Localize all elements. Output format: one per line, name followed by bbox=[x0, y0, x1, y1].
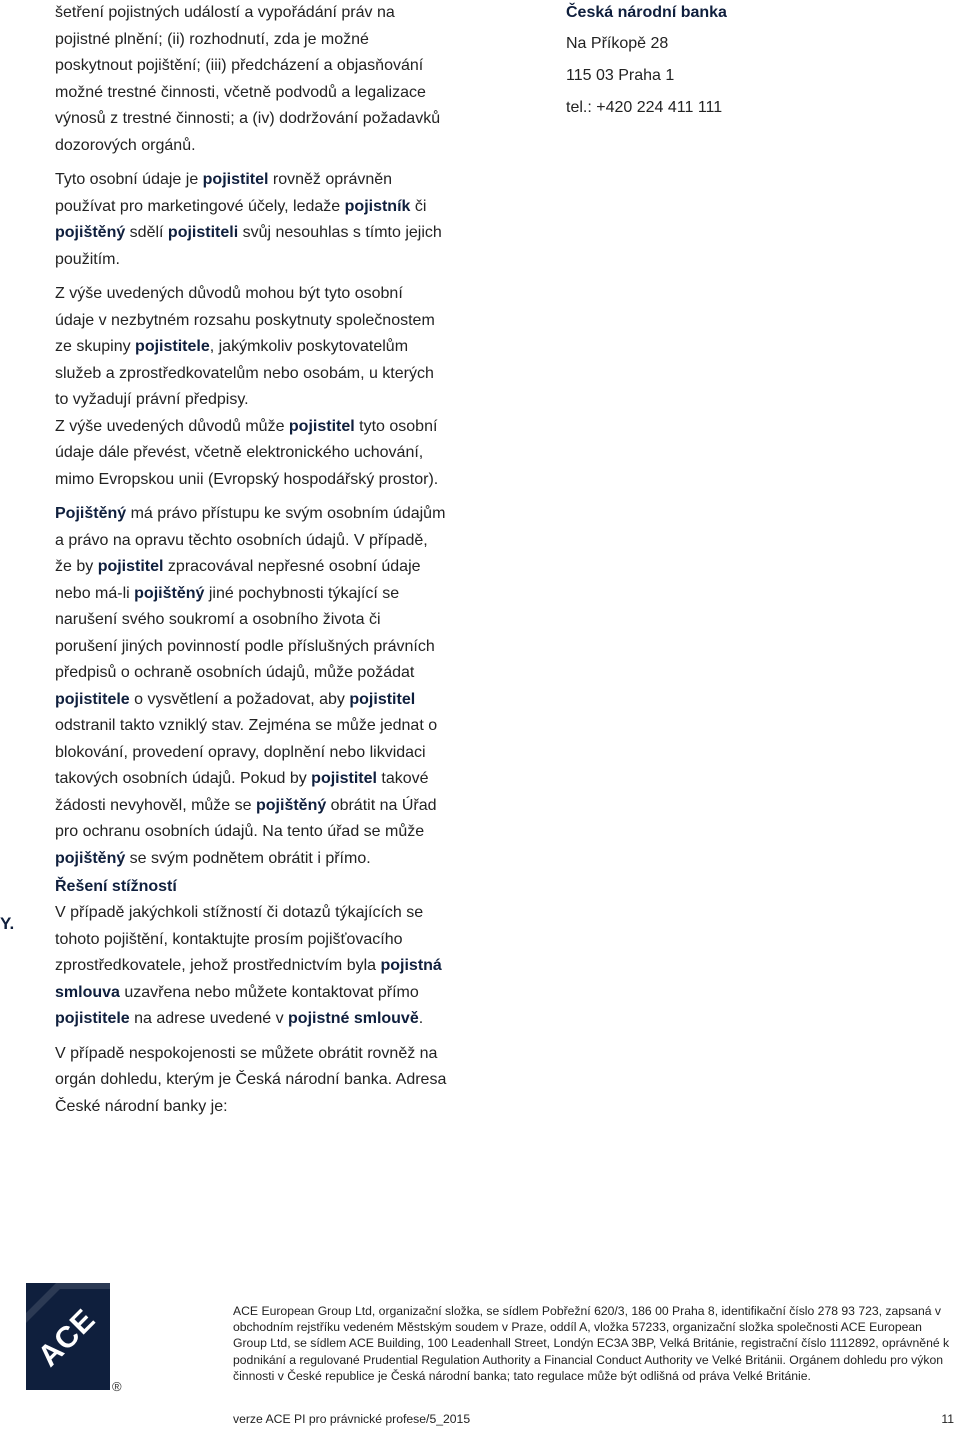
section-y-para1: V případě jakýchkoli stížností či dotazů týkajících se tohoto pojištění, kontaktujte prosím pojišťovacího zprostředkovatele, jehož prostřednictvím byla pojistná smlouva uzavřena nebo můžete kontaktovat přímo pojistitele na adrese uvedené v pojistné smlouvě. bbox=[55, 904, 442, 1027]
para-processing-purposes: šetření pojistných událostí a vypořádání práv na pojistné plnění; (ii) rozhodnutí, zda je možné poskytnout pojištění; (iii) předcházení a objasňování možné trestné činnosti, včetně podvodů a legalizace výnosů z trestné činnosti; a (iv) dodržování požadavků dozorových orgánů. bbox=[55, 4, 441, 154]
footer-version: verze ACE PI pro právnické profese/5_2015 bbox=[233, 1412, 471, 1426]
cnb-phone: tel.: +420 224 411 111 bbox=[566, 99, 723, 116]
para-data-sharing: Z výše uvedených důvodů mohou být tyto osobní údaje v nezbytném rozsahu poskytnuty společnostem ze skupiny pojistitele, jakýmkoliv poskytovatelům služeb a zprostředkovatelům nebo osobám, u kterých to vyžadují právní předpisy. bbox=[55, 285, 435, 408]
section-y-para2: V případě nespokojenosti se můžete obrátit rovněž na orgán dohledu, kterým je Česká národní banka. Adresa České národní banky je: bbox=[55, 1044, 447, 1115]
section-y-title: Řešení stížností bbox=[55, 878, 177, 895]
footer-legal-text: ACE European Group Ltd, organizační složka, se sídlem Pobřežní 620/3, 186 00 Praha 8, identifikační číslo 278 93 723, zapsaná v obchodním rejstříku vedeném Městským soudem v Praze, oddíl A, vložka 57233, organizační složka společnosti ACE European Group Ltd, se sídlem ACE Building, 100 Leadenhall Street, Londýn EC3A 3BP, Velká Británie, registrační číslo 1112892, oprávněné k podnikání a regulované Prudential Regulation Authority a Financial Conduct Authority ve Velké Británii. Orgánem dohledu pro výkon činnosti v České republice je Česká národní banka; tato regulace může být odlišná od práva Velké Británie. bbox=[233, 1304, 950, 1383]
para-access-rights: Pojištěný má právo přístupu ke svým osobním údajům a právo na opravu těchto osobních údajů. V případě, že by pojistitel zpracovával nepřesné osobní údaje nebo má-li pojištěný jiné pochybnosti týkající se narušení svého soukromí a osobního života či porušení jiných povinností podle příslušných právních předpisů o ochraně osobních údajů, může požádat pojistitele o vysvětlení a požadovat, aby pojistitel odstranil takto vzniklý stav. Zejména se může jednat o blokování, provedení opravy, doplnění nebo likvidaci takových osobních údajů. Pokud by pojistitel takové žádosti nevyhověl, může se pojištěný obrátit na Úřad pro ochranu osobních údajů. Na tento úřad se může pojištěný se svým podnětem obrátit i přímo. bbox=[55, 505, 446, 867]
para-marketing: Tyto osobní údaje je pojistitel rovněž oprávněn používat pro marketingové účely, ledaže pojistník či pojištěný sdělí pojistiteli svůj nesouhlas s tímto jejich použitím. bbox=[55, 171, 442, 268]
ace-logo bbox=[26, 1283, 110, 1390]
cnb-street: Na Příkopě 28 bbox=[566, 35, 669, 52]
cnb-title: Česká národní banka bbox=[566, 4, 727, 21]
cnb-city: 115 03 Praha 1 bbox=[566, 67, 675, 84]
section-y-letter: Y. bbox=[0, 914, 15, 933]
left-column bbox=[55, 0, 455, 1120]
cnb-address bbox=[566, 0, 946, 124]
ace-logo-text: ACE bbox=[31, 1302, 103, 1374]
page-number: 11 bbox=[941, 1412, 954, 1426]
para-data-transfer: Z výše uvedených důvodů může pojistitel tyto osobní údaje dále převést, včetně elektronického uchování, mimo Evropskou unii (Evropský hospodářský prostor). bbox=[55, 417, 439, 488]
registered-mark: ® bbox=[112, 1379, 122, 1394]
